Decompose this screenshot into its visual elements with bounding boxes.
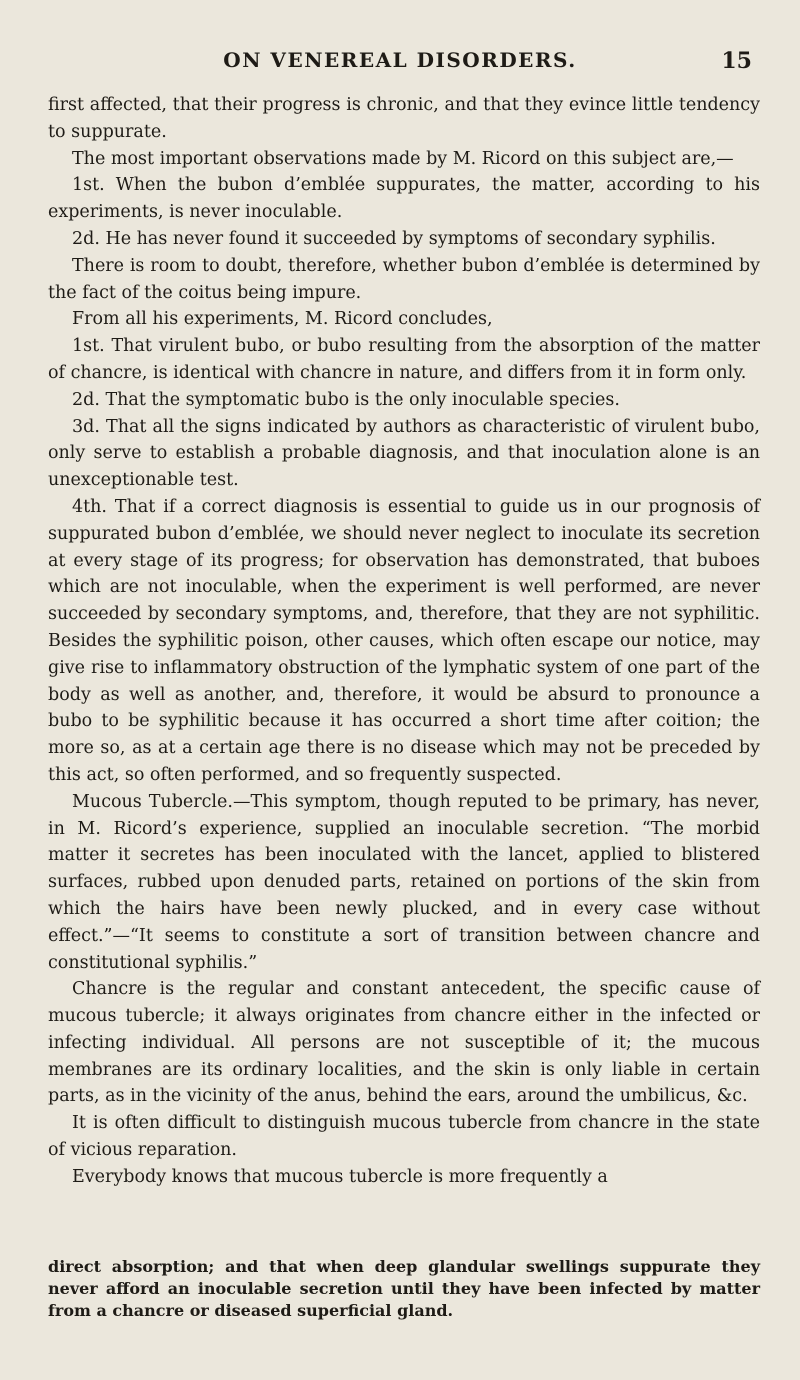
paragraph: 2d. That the symptomatic bubo is the only inoculable species.	[72, 389, 620, 410]
paragraph: 1st. When the bubon d’emblée suppurates, the matter, according to his experiments, is never inoculable.	[48, 175, 760, 223]
paragraph: From all his experiments, M. Ricord concludes,	[72, 309, 493, 330]
paragraph: 4th. That if a correct diagnosis is essential to guide us in our prognosis of suppurated bubon d’emblée, we should never neglect to inoculate its secretion at every stage of its progress; for observation has demonstrated, that buboes which are not inoculable, when the experiment is well performed, are never succeeded by secondary symptoms, and, therefore, that they are not syphilitic. Besides the syphilitic poison, other causes, which often escape our notice, may give rise to inflammatory obstruction of the lymphatic system of one part of the body as well as another, and, therefore, it would be absurd to pronounce a bubo to be syphilitic because it has occurred a short time after coition; the more so, as at a certain age there is no disease which may not be preceded by this act, so often performed, and so frequently suspected.	[48, 496, 760, 785]
page-header	[0, 48, 800, 82]
body-text	[48, 92, 760, 1191]
paragraph: The most important observations made by M. Ricord on this subject are,—	[72, 148, 734, 169]
paragraph: There is room to doubt, therefore, whether bubon d’emblée is determined by the fact of the coitus being impure.	[48, 255, 760, 303]
page-number: 15	[721, 48, 752, 74]
paragraph: 2d. He has never found it succeeded by symptoms of secondary syphilis.	[72, 228, 716, 249]
footnote: direct absorption; and that when deep glandular swellings suppurate they never afford an inoculable secretion until they have been infected by matter from a chancre or diseased superficial gland.	[48, 1257, 760, 1320]
paragraph: Everybody knows that mucous tubercle is more frequently a	[72, 1166, 608, 1187]
paragraph: 3d. That all the signs indicated by authors as characteristic of virulent bubo, only serve to establish a probable diagnosis, and that inoculation alone is an unexceptionable test.	[48, 416, 760, 491]
paragraph: Chancre is the regular and constant antecedent, the specific cause of mucous tubercle; it always originates from chancre either in the infected or infecting individual. All persons are not susceptible of it; the mucous membranes are its ordinary localities, and the skin is only liable in certain parts, as in the vicinity of the anus, behind the ears, around the umbilicus, &c.	[48, 979, 760, 1107]
paragraph: 1st. That virulent bubo, or bubo resulting from the absorption of the matter of chancre, is identical with chancre in nature, and differs from it in form only.	[48, 336, 760, 383]
paragraph: It is often difficult to distinguish mucous tubercle from chancre in the state of vicious reparation.	[48, 1113, 760, 1161]
paragraph: first affected, that their progress is chronic, and that they evince little tendency to suppurate.	[48, 95, 760, 142]
running-title: ON VENEREAL DISORDERS.	[223, 48, 577, 72]
paragraph: Mucous Tubercle.—This symptom, though reputed to be primary, has never, in M. Ricord’s experience, supplied an inoculable secretion. “The morbid matter it secretes has been inoculated with the lancet, applied to blistered surfaces, rubbed upon denuded parts, retained on portions of the skin from which the hairs have been newly plucked, and in every case without effect.”—“It seems to constitute a sort of transition between chancre and constitutional syphilis.”	[48, 791, 760, 973]
